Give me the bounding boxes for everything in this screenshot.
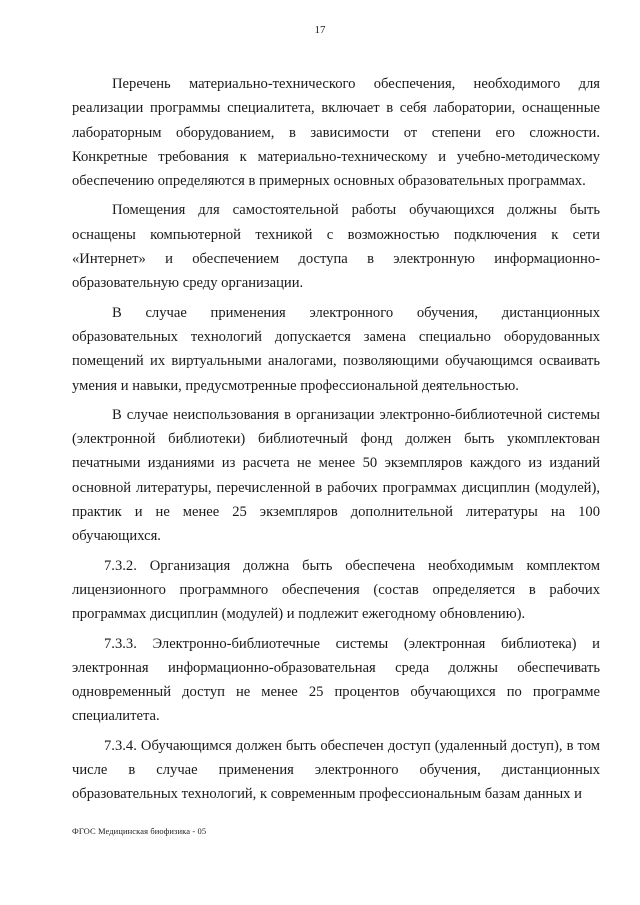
paragraph-self-study-rooms: Помещения для самостоятельной работы обучающихся должны быть оснащены компьютерной техникой с возможностью подключения к сети «Интернет» и обеспечением доступа в электронную информационно-образовательную среду организации. — [72, 202, 600, 292]
page-number: 17 — [314, 24, 326, 36]
paragraph-7-3-2: 7.3.2. Организация должна быть обеспечена необходимым комплектом лицензионного программного обеспечения (состав определяется в рабочих программах дисциплин (модулей) и подлежит ежегодному обновлению). — [72, 557, 600, 623]
paragraph-7-3-3: 7.3.3. Электронно-библиотечные системы (электронная библиотека) и электронная информационно-образовательная среда должны обеспечивать одновременный доступ не менее 25 процентов обучающихся по программе специалитета. — [72, 635, 600, 725]
paragraph-7-3-4: 7.3.4. Обучающимся должен быть обеспечен доступ (удаленный доступ), в том числе в случае применения электронного обучения, дистанционных образовательных технологий, к современным профессиональным базам данных и — [72, 737, 600, 803]
document-body — [72, 72, 600, 807]
paragraph-equipment-list: Перечень материально-технического обеспечения, необходимого для реализации программы специалитета, включает в себя лаборатории, оснащенные лабораторным оборудованием, в зависимости от степени его сложности. Конкретные требования к материально-техническому и учебно-методическому обеспечению определяются в примерных основных образовательных программах. — [72, 76, 600, 190]
paragraph-library-fund: В случае неиспользования в организации электронно-библиотечной системы (электронной библиотеки) библиотечный фонд должен быть укомплектован печатными изданиями из расчета не менее 50 экземпляров каждого из изданий основной литературы, перечисленной в рабочих программах дисциплин (модулей), практик и не менее 25 экземпляров дополнительной литературы на 100 обучающихся. — [72, 406, 600, 545]
page-footer: ФГОС Медицинская биофизика - 05 — [72, 826, 207, 836]
paragraph-e-learning-rooms: В случае применения электронного обучения, дистанционных образовательных технологий допускается замена специально оборудованных помещений их виртуальными аналогами, позволяющими обучающимся осваивать умения и навыки, предусмотренные профессиональной деятельностью. — [72, 304, 600, 394]
